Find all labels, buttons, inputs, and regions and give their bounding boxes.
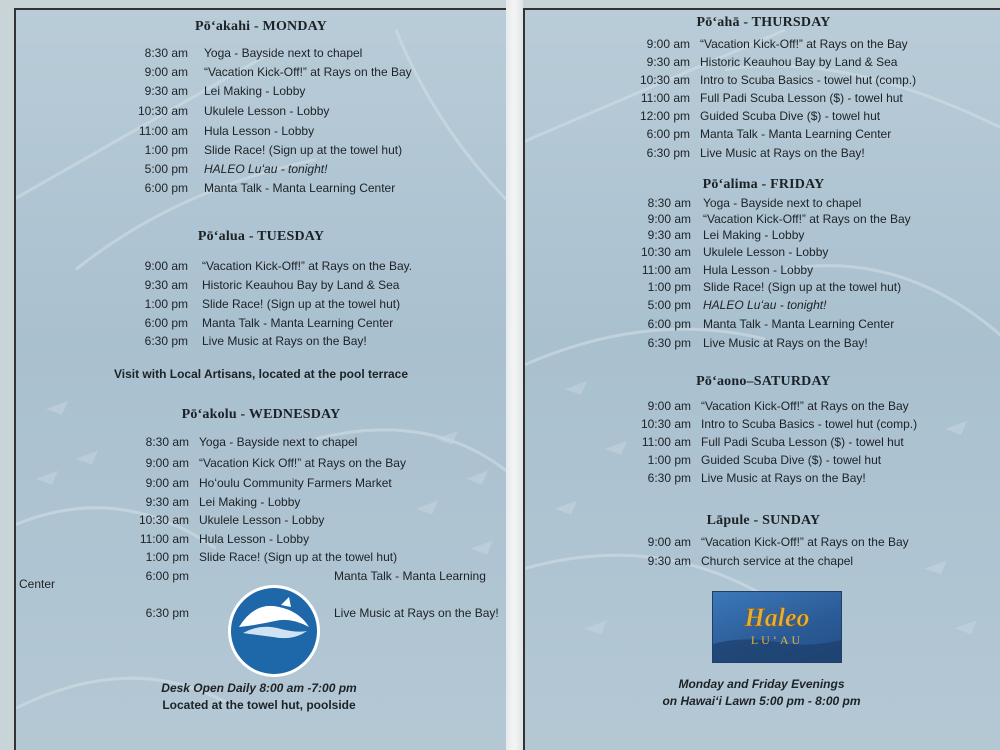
schedule-activity: Church service at the chapel xyxy=(701,554,854,568)
schedule-activity: Historic Keauhou Bay by Land & Sea xyxy=(202,278,400,292)
schedule-time: 9:00 am xyxy=(144,65,188,79)
schedule-activity: Slide Race! (Sign up at the towel hut) xyxy=(202,297,401,311)
schedule-time: 9:30 am xyxy=(145,495,189,509)
schedule-time: 9:30 am xyxy=(646,55,690,69)
schedule-activity: Yoga - Bayside next to chapel xyxy=(204,46,363,60)
svg-text:Haleo: Haleo xyxy=(744,603,810,632)
schedule-activity: Live Music at Rays on the Bay! xyxy=(701,471,866,485)
schedule-time: 11:00 am xyxy=(641,263,691,277)
wednesday-overflow-text: Center xyxy=(19,577,56,591)
saturday-heading: Pōʻaono–SATURDAY xyxy=(696,374,831,389)
schedule-activity: Manta Talk - Manta Learning Center xyxy=(204,181,396,195)
schedule-activity: Slide Race! (Sign up at the towel hut) xyxy=(199,550,398,564)
schedule-time: 8:30 am xyxy=(647,196,691,210)
haleo-luau-logo-art xyxy=(713,592,841,662)
schedule-activity: Slide Race! (Sign up at the towel hut) xyxy=(703,280,902,294)
keauhou-bay-adventures-logo xyxy=(221,583,327,679)
schedule-time: 10:30 am xyxy=(640,245,691,259)
right-schedule-panel xyxy=(523,8,1000,750)
schedule-time: 9:00 am xyxy=(646,37,690,51)
schedule-time: 9:00 am xyxy=(145,476,189,490)
schedule-time: 11:00 am xyxy=(138,124,188,138)
schedule-time: 12:00 pm xyxy=(639,109,690,123)
schedule-activity: Yoga - Bayside next to chapel xyxy=(199,435,358,449)
schedule-activity: Hula Lesson - Lobby xyxy=(204,124,315,138)
schedule-time: 10:30 am xyxy=(137,104,188,118)
schedule-time: 1:00 pm xyxy=(145,550,189,564)
schedule-activity: Intro to Scuba Basics - towel hut (comp.) xyxy=(700,73,917,87)
schedule-time: 6:30 pm xyxy=(647,471,691,485)
schedule-activity: Slide Race! (Sign up at the towel hut) xyxy=(204,143,403,157)
schedule-activity: Lei Making - Lobby xyxy=(199,495,301,509)
friday-heading: Pōʻalima - FRIDAY xyxy=(702,177,825,192)
luau-evenings: Monday and Friday Evenings xyxy=(678,677,845,691)
schedule-time: 9:30 am xyxy=(144,278,188,292)
schedule-time: 6:00 pm xyxy=(144,316,188,330)
schedule-time: 5:00 pm xyxy=(647,298,691,312)
schedule-activity: “Vacation Kick Off!” at Rays on the Bay xyxy=(199,456,406,470)
schedule-activity: Hula Lesson - Lobby xyxy=(199,532,310,546)
schedule-time: 8:30 am xyxy=(144,46,188,60)
tuesday-heading: Pōʻalua - TUESDAY xyxy=(197,229,325,244)
schedule-activity: Lei Making - Lobby xyxy=(204,84,306,98)
schedule-activity: HALEO Luʻau - tonight! xyxy=(703,298,827,312)
schedule-activity: “Vacation Kick-Off!” at Rays on the Bay xyxy=(701,399,909,413)
schedule-time: 6:00 pm xyxy=(646,127,690,141)
schedule-activity: Ukulele Lesson - Lobby xyxy=(204,104,330,118)
schedule-time: 11:00 am xyxy=(641,435,691,449)
schedule-time: 6:00 pm xyxy=(144,181,188,195)
schedule-time: 9:30 am xyxy=(647,228,691,242)
schedule-time: 9:00 am xyxy=(647,399,691,413)
schedule-time: 6:00 pm xyxy=(647,317,691,331)
schedule-activity: Full Padi Scuba Lesson ($) - towel hut xyxy=(700,91,903,105)
schedule-activity: Ukulele Lesson - Lobby xyxy=(199,513,325,527)
schedule-activity: Historic Keauhou Bay by Land & Sea xyxy=(700,55,898,69)
schedule-time: 9:30 am xyxy=(647,554,691,568)
schedule-activity: Hoʻoulu Community Farmers Market xyxy=(199,476,392,490)
schedule-time: 10:30 am xyxy=(639,73,690,87)
schedule-activity: HALEO Luʻau - tonight! xyxy=(204,162,328,176)
schedule-time: 5:00 pm xyxy=(144,162,188,176)
wednesday-heading: Pōʻakolu - WEDNESDAY xyxy=(181,407,341,422)
schedule-activity: Guided Scuba Dive ($) - towel hut xyxy=(701,453,882,467)
thursday-heading: Pōʻahā - THURSDAY xyxy=(696,15,831,30)
schedule-activity: Manta Talk - Manta Learning xyxy=(334,569,486,583)
schedule-time: 1:00 pm xyxy=(647,453,691,467)
schedule-time: 9:00 am xyxy=(647,212,691,226)
schedule-time: 9:00 am xyxy=(145,456,189,470)
schedule-time: 6:30 pm xyxy=(647,336,691,350)
schedule-activity: Ukulele Lesson - Lobby xyxy=(703,245,829,259)
artisans-note: Visit with Local Artisans, located at the pool terrace xyxy=(113,367,409,381)
schedule-time: 6:00 pm xyxy=(145,569,189,583)
schedule-activity: Live Music at Rays on the Bay! xyxy=(202,334,367,348)
schedule-time: 11:00 am xyxy=(640,91,690,105)
schedule-activity: “Vacation Kick-Off!” at Rays on the Bay. xyxy=(202,259,413,273)
schedule-activity: “Vacation Kick-Off!” at Rays on the Bay xyxy=(700,37,908,51)
schedule-time: 10:30 am xyxy=(138,513,189,527)
schedule-time: 11:00 am xyxy=(139,532,189,546)
schedule-activity: Full Padi Scuba Lesson ($) - towel hut xyxy=(701,435,904,449)
left-schedule-panel xyxy=(14,8,508,750)
schedule-activity: Live Music at Rays on the Bay! xyxy=(334,606,499,620)
schedule-time: 1:00 pm xyxy=(144,143,188,157)
schedule-time: 9:30 am xyxy=(144,84,188,98)
schedule-time: 8:30 am xyxy=(145,435,189,449)
schedule-activity: “Vacation Kick-Off!” at Rays on the Bay xyxy=(703,212,911,226)
schedule-activity: Intro to Scuba Basics - towel hut (comp.) xyxy=(701,417,918,431)
schedule-activity: Lei Making - Lobby xyxy=(703,228,805,242)
desk-hours: Desk Open Daily 8:00 am -7:00 pm xyxy=(161,681,357,695)
schedule-time: 6:30 pm xyxy=(145,606,189,620)
haleo-luau-logo xyxy=(712,591,842,663)
schedule-time: 6:30 pm xyxy=(646,146,690,160)
schedule-activity: Manta Talk - Manta Learning Center xyxy=(202,316,394,330)
svg-text:LUʻAU: LUʻAU xyxy=(750,633,804,647)
page-fold xyxy=(506,0,523,750)
monday-heading: Pōʻakahi - MONDAY xyxy=(195,19,327,34)
schedule-time: 9:00 am xyxy=(647,535,691,549)
schedule-time: 9:00 am xyxy=(144,259,188,273)
schedule-time: 10:30 am xyxy=(640,417,691,431)
schedule-activity: Live Music at Rays on the Bay! xyxy=(703,336,868,350)
schedule-time: 1:00 pm xyxy=(647,280,691,294)
schedule-activity: Manta Talk - Manta Learning Center xyxy=(703,317,895,331)
schedule-activity: Guided Scuba Dive ($) - towel hut xyxy=(700,109,881,123)
sunday-heading: Lāpule - SUNDAY xyxy=(706,513,821,528)
schedule-activity: Live Music at Rays on the Bay! xyxy=(700,146,865,160)
schedule-activity: “Vacation Kick-Off!” at Rays on the Bay xyxy=(204,65,412,79)
luau-time-location: on Hawaiʻi Lawn 5:00 pm - 8:00 pm xyxy=(662,694,861,708)
schedule-activity: Hula Lesson - Lobby xyxy=(703,263,814,277)
schedule-activity: “Vacation Kick-Off!” at Rays on the Bay xyxy=(701,535,909,549)
schedule-activity: Manta Talk - Manta Learning Center xyxy=(700,127,892,141)
schedule-time: 6:30 pm xyxy=(144,334,188,348)
schedule-activity: Yoga - Bayside next to chapel xyxy=(703,196,862,210)
desk-location: Located at the towel hut, poolside xyxy=(162,698,356,712)
schedule-time: 1:00 pm xyxy=(144,297,188,311)
